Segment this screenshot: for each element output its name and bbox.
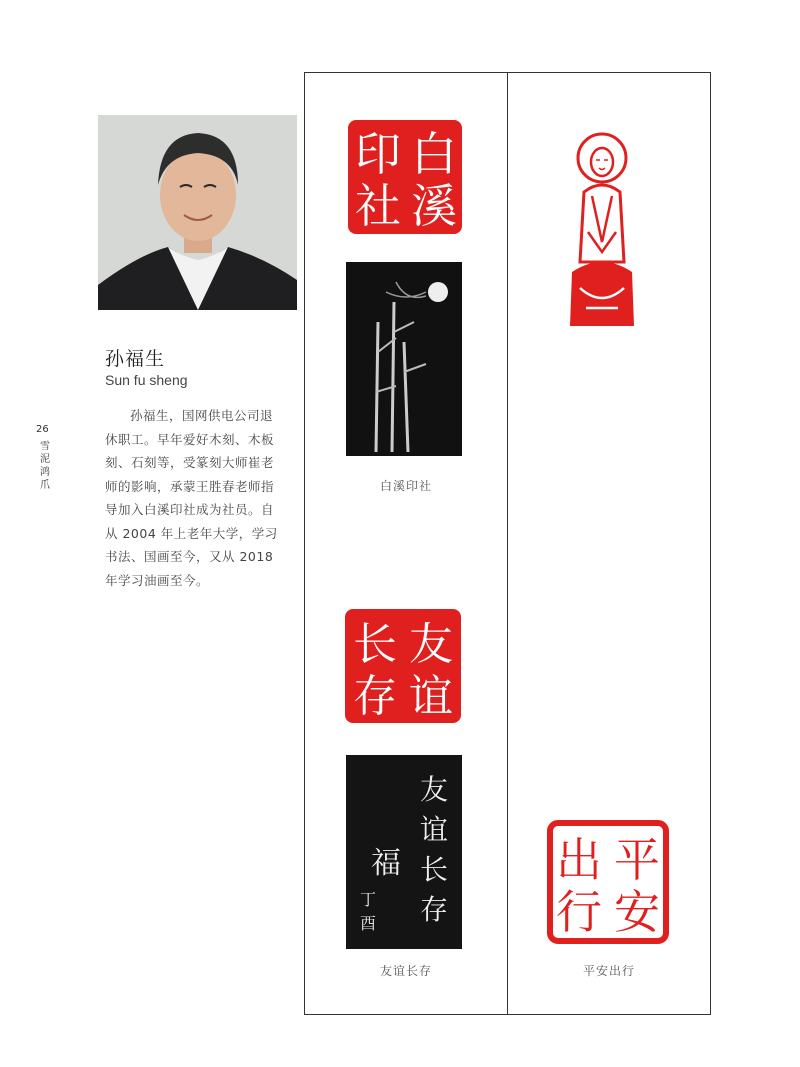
series-title-vertical: 雪泥鸿爪 bbox=[40, 441, 50, 491]
inscription-date-char: 丁 bbox=[359, 890, 377, 909]
seal-char: 出 bbox=[556, 833, 602, 887]
seal-char: 友 bbox=[409, 619, 453, 670]
side-print-bamboo bbox=[346, 262, 462, 460]
artist-name-english: Sun fu sheng bbox=[105, 372, 188, 388]
inscription-char: 友 bbox=[419, 773, 449, 806]
caption-youyi-changcun: 友谊长存 bbox=[379, 964, 432, 978]
seal-char: 存 bbox=[353, 671, 397, 722]
caption-baixi-yinshe: 白溪印社 bbox=[379, 479, 432, 493]
seal-char: 长 bbox=[353, 619, 397, 670]
side-print-inscription bbox=[346, 755, 462, 953]
inscription-date-char: 酉 bbox=[359, 914, 377, 933]
seal-char: 溪 bbox=[411, 179, 457, 233]
seal-char: 安 bbox=[614, 885, 660, 939]
page-number: 26 bbox=[36, 424, 49, 435]
seal-pingan-chuxing bbox=[547, 820, 669, 948]
artist-name-chinese: 孙福生 bbox=[105, 348, 166, 370]
seal-char: 谊 bbox=[409, 671, 453, 722]
seal-char: 行 bbox=[556, 885, 602, 939]
seal-baixi-yinshe bbox=[346, 118, 464, 240]
seal-char: 印 bbox=[355, 127, 401, 181]
artist-portrait bbox=[98, 115, 297, 310]
inscription-char: 存 bbox=[419, 893, 449, 926]
caption-pingan-chuxing: 平安出行 bbox=[582, 964, 635, 978]
seal-char: 平 bbox=[614, 833, 660, 887]
inscription-char: 长 bbox=[419, 853, 449, 886]
seal-buddha-figure bbox=[566, 132, 638, 332]
seal-char: 白 bbox=[411, 127, 457, 181]
seal-youyi-changcun bbox=[343, 607, 463, 729]
seal-char: 社 bbox=[355, 179, 401, 233]
artist-bio: 孙福生，国网供电公司退休职工。早年爱好木刻、木板刻、石刻等，受篆刻大师崔老师的影响，承蒙王胜春老师指导加入白溪印社成为社员。自从 2004 年上老年大学，学习书法、国画至今，又从 2018 年学习油画至今。 bbox=[105, 408, 278, 588]
inscription-char: 谊 bbox=[419, 813, 449, 846]
inscription-signature: 福 bbox=[371, 846, 401, 881]
